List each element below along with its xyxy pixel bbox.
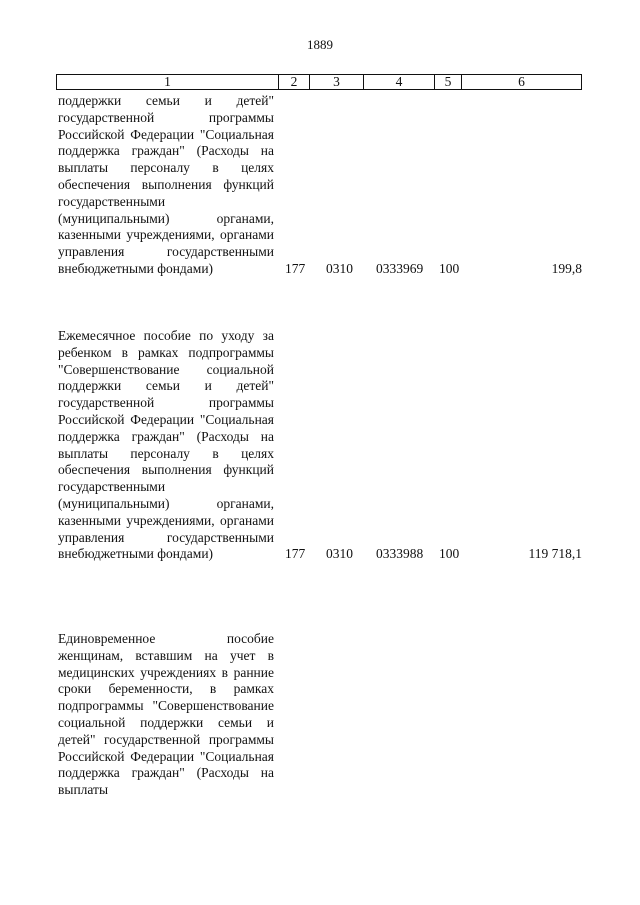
row-grbs: 177 bbox=[285, 546, 306, 562]
row-expense-type: 100 bbox=[439, 260, 460, 276]
row-description: Ежемесячное пособие по уходу за ребенком в рамках подпрограммы "Совершенствование социальной поддержки семьи и детей" государственной программы Российской Федерации "Социальная поддержка граждан" (Расходы на выплаты персоналу в целях обеспечения выполнения функций государственными (муниципальными) органами, казенными учреждениями, органами управления государственными внебюджетными фондами) bbox=[58, 328, 274, 562]
column-header-4: 4 bbox=[364, 75, 435, 89]
column-header-5: 5 bbox=[435, 75, 462, 89]
row-razdel: 0310 bbox=[326, 260, 353, 276]
row-values bbox=[58, 261, 584, 278]
row-target-article: 0333988 bbox=[376, 546, 424, 562]
column-header-1: 1 bbox=[57, 75, 279, 89]
table-row bbox=[58, 328, 584, 563]
column-header-2: 2 bbox=[279, 75, 310, 89]
row-values bbox=[58, 546, 584, 563]
table-row bbox=[58, 93, 584, 278]
row-description: поддержки семьи и детей" государственной программы Российской Федерации "Социальная поддержка граждан" (Расходы на выплаты персоналу в целях обеспечения выполнения функций государственными (муниципальными) органами, казенными учреждениями, органами управления государственными внебюджетными фондами) bbox=[58, 93, 274, 276]
page-number: 1889 bbox=[307, 37, 333, 52]
column-header-6: 6 bbox=[518, 74, 525, 89]
row-target-article: 0333969 bbox=[376, 260, 424, 276]
row-grbs: 177 bbox=[285, 260, 306, 276]
table-header bbox=[56, 74, 582, 90]
row-sum: 199,8 bbox=[551, 260, 582, 276]
row-expense-type: 100 bbox=[439, 546, 460, 562]
table-row bbox=[58, 631, 584, 799]
row-razdel: 0310 bbox=[326, 546, 353, 562]
row-description: Единовременное пособие женщинам, вставшим на учет в медицинских учреждениях в ранние сроки беременности, в рамках подпрограммы "Совершенствование социальной поддержки семьи и детей" государственной программы Российской Федерации "Социальная поддержка граждан" (Расходы на выплаты bbox=[58, 631, 274, 798]
column-header-3: 3 bbox=[310, 75, 364, 89]
row-sum: 119 718,1 bbox=[528, 546, 582, 562]
